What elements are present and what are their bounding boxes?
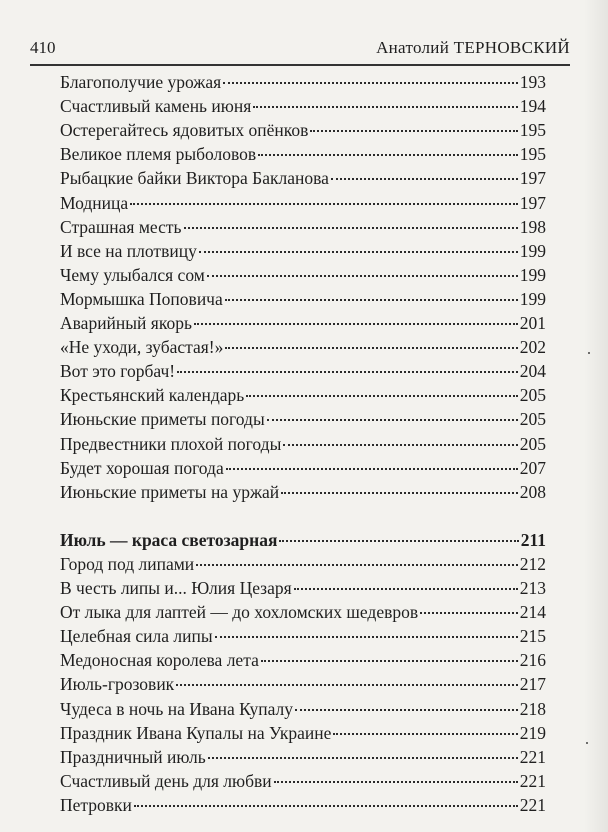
toc-entry: [60, 289, 546, 313]
toc-entry: [60, 674, 546, 698]
toc-dot-leader: [333, 733, 517, 735]
toc-dot-leader: [225, 347, 517, 349]
toc-entry-page: 205: [519, 385, 546, 406]
toc-entry-title: Мормышка Поповича: [60, 288, 223, 309]
toc-dot-leader: [310, 130, 517, 132]
toc-entry-title: Страшная месть: [60, 216, 182, 237]
toc-entry-page: 193: [519, 72, 546, 92]
toc-entry-title: Медоносная королева лета: [60, 650, 259, 671]
toc-entry-title: Предвестники плохой погоды: [60, 433, 282, 454]
toc-entry-page: 204: [519, 361, 546, 382]
toc-entry-page: 205: [519, 433, 546, 454]
toc-entry-page: 205: [519, 409, 546, 430]
toc-entry: [60, 409, 546, 433]
toc-dot-leader: [253, 106, 517, 108]
toc-dot-leader: [274, 781, 518, 783]
toc-dot-leader: [281, 492, 518, 494]
toc-entry: [60, 241, 546, 265]
toc-entry-page: 199: [519, 264, 546, 285]
toc-entry: [60, 578, 546, 602]
toc-entry-title: Счастливый день для любви: [60, 770, 272, 791]
toc-entry-title: Чудеса в ночь на Ивана Купалу: [60, 698, 294, 719]
toc-entry-page: 211: [520, 529, 546, 550]
toc-entry: [60, 771, 546, 795]
toc-dot-leader: [130, 203, 518, 205]
toc-entry: [60, 120, 546, 144]
toc-dot-leader: [196, 564, 518, 566]
toc-entry-page: 195: [519, 144, 546, 165]
toc-dot-leader: [199, 251, 518, 253]
toc-entry-page: 217: [519, 674, 546, 695]
page-edge-shadow: [584, 0, 608, 832]
toc-dot-leader: [225, 299, 518, 301]
toc-entry-page: 197: [519, 192, 546, 213]
toc-entry-title: Июль-грозовик: [60, 674, 175, 695]
header-rule: [30, 64, 570, 66]
toc-dot-leader: [295, 709, 518, 711]
toc-entry-title: Целебная сила липы: [60, 626, 213, 647]
toc-entry-title: «Не уходи, зубастая!»: [60, 337, 224, 358]
toc-entry-page: 216: [519, 650, 546, 671]
toc-entry-page: 219: [519, 722, 546, 743]
toc-dot-leader: [331, 178, 518, 180]
toc-entry: [60, 626, 546, 650]
toc-dot-leader: [208, 757, 518, 759]
toc-entry: [60, 554, 546, 578]
toc-dot-leader: [177, 371, 518, 373]
toc-entry-page: 201: [519, 313, 546, 333]
paper-speck: [586, 742, 588, 744]
toc-dot-leader: [261, 660, 518, 662]
toc-entry-title: Аварийный якорь: [60, 313, 192, 333]
toc-entry-page: 215: [519, 626, 546, 647]
toc-entry-title: Июль — краса светозарная: [60, 529, 278, 550]
paper-speck: [588, 352, 590, 354]
toc-dot-leader: [194, 323, 518, 325]
toc-entry-title: От лыка для лаптей — до хохломских шедевров: [60, 602, 419, 623]
toc-dot-leader: [176, 684, 518, 686]
toc-entry: [60, 795, 546, 819]
toc-entry-page: 194: [519, 96, 546, 117]
toc-dot-leader: [215, 636, 518, 638]
toc-entry: [60, 458, 546, 482]
running-title: Анатолий ТЕРНОВСКИЙ: [376, 38, 570, 57]
toc-entry-page: 199: [519, 288, 546, 309]
toc-entry: [60, 72, 546, 96]
toc-entry-page: 197: [519, 168, 546, 189]
toc-entry-title: Будет хорошая погода: [60, 457, 224, 478]
toc-entry-title: Праздничный июль: [60, 746, 206, 767]
toc-entry: [60, 650, 546, 674]
toc-entry-title: Чему улыбался сом: [60, 264, 205, 285]
toc-dot-leader: [223, 82, 518, 84]
toc-entry: [60, 217, 546, 241]
toc-entry: [60, 337, 546, 361]
toc-dot-leader: [134, 805, 518, 807]
toc-entry-page: 213: [519, 578, 546, 598]
toc-entry: [60, 602, 546, 626]
toc-entry-title: Июньские приметы на уржай: [60, 481, 280, 502]
toc-entry: [60, 265, 546, 289]
toc-entry-title: Праздник Ивана Купалы на Украине: [60, 722, 332, 743]
toc-dot-leader: [294, 588, 518, 590]
toc-entry-page: 221: [519, 770, 546, 791]
toc-entry: [60, 723, 546, 747]
toc-entry-page: 195: [519, 120, 546, 141]
toc-entry: [60, 361, 546, 385]
toc-entry-page: 221: [519, 746, 546, 767]
toc-entry: [60, 747, 546, 771]
toc-entry: [60, 482, 546, 506]
toc-entry-title: Июньские приметы погоды: [60, 409, 265, 430]
toc-entry-title: И все на плотвицу: [60, 240, 197, 261]
page-header: [30, 38, 570, 64]
toc-entry-title: Благополучие урожая: [60, 72, 222, 92]
toc-entry-title: Крестьянский календарь: [60, 385, 245, 406]
toc-entry-page: 207: [519, 457, 546, 478]
toc-entry: [60, 193, 546, 217]
toc-dot-leader: [258, 154, 518, 156]
toc-entry-title: Город под липами: [60, 553, 195, 574]
toc-entry-title: Счастливый камень июня: [60, 96, 252, 117]
toc-entry: [60, 699, 546, 723]
toc-entry-page: 221: [519, 794, 546, 815]
toc-entry-page: 208: [519, 481, 546, 502]
page-number: 410: [30, 38, 56, 57]
toc-entry-page: 202: [519, 337, 546, 358]
toc-entry-page: 218: [519, 698, 546, 719]
toc-entry: [60, 385, 546, 409]
toc-entry: [60, 144, 546, 168]
toc-entry: [60, 96, 546, 120]
toc-entry-title: Остерегайтесь ядовитых опёнков: [60, 120, 309, 141]
toc-entry-page: 198: [519, 216, 546, 237]
toc-entry-title: Рыбацкие байки Виктора Бакланова: [60, 168, 329, 189]
toc-dot-leader: [207, 275, 518, 277]
toc-entry-page: 199: [519, 240, 546, 261]
toc-chapter-heading: [60, 530, 546, 554]
toc-dot-leader: [283, 444, 517, 446]
toc-entry-page: 214: [519, 602, 546, 623]
toc-entry-title: В честь липы и... Юлия Цезаря: [60, 578, 292, 598]
toc-entry-title: Великое племя рыболовов: [60, 144, 257, 165]
toc-entry: [60, 313, 546, 337]
toc-entry-title: Вот это горбач!: [60, 361, 176, 382]
toc-dot-leader: [279, 540, 518, 542]
toc-entry-page: 212: [519, 553, 546, 574]
toc-entry: [60, 168, 546, 192]
toc-dot-leader: [267, 419, 518, 421]
toc-entry: [60, 434, 546, 458]
toc-entry-title: Петровки: [60, 794, 132, 815]
toc-entry-title: Модница: [60, 192, 129, 213]
toc-dot-leader: [420, 612, 518, 614]
toc-dot-leader: [184, 227, 518, 229]
toc-dot-leader: [246, 395, 518, 397]
toc-dot-leader: [226, 468, 518, 470]
